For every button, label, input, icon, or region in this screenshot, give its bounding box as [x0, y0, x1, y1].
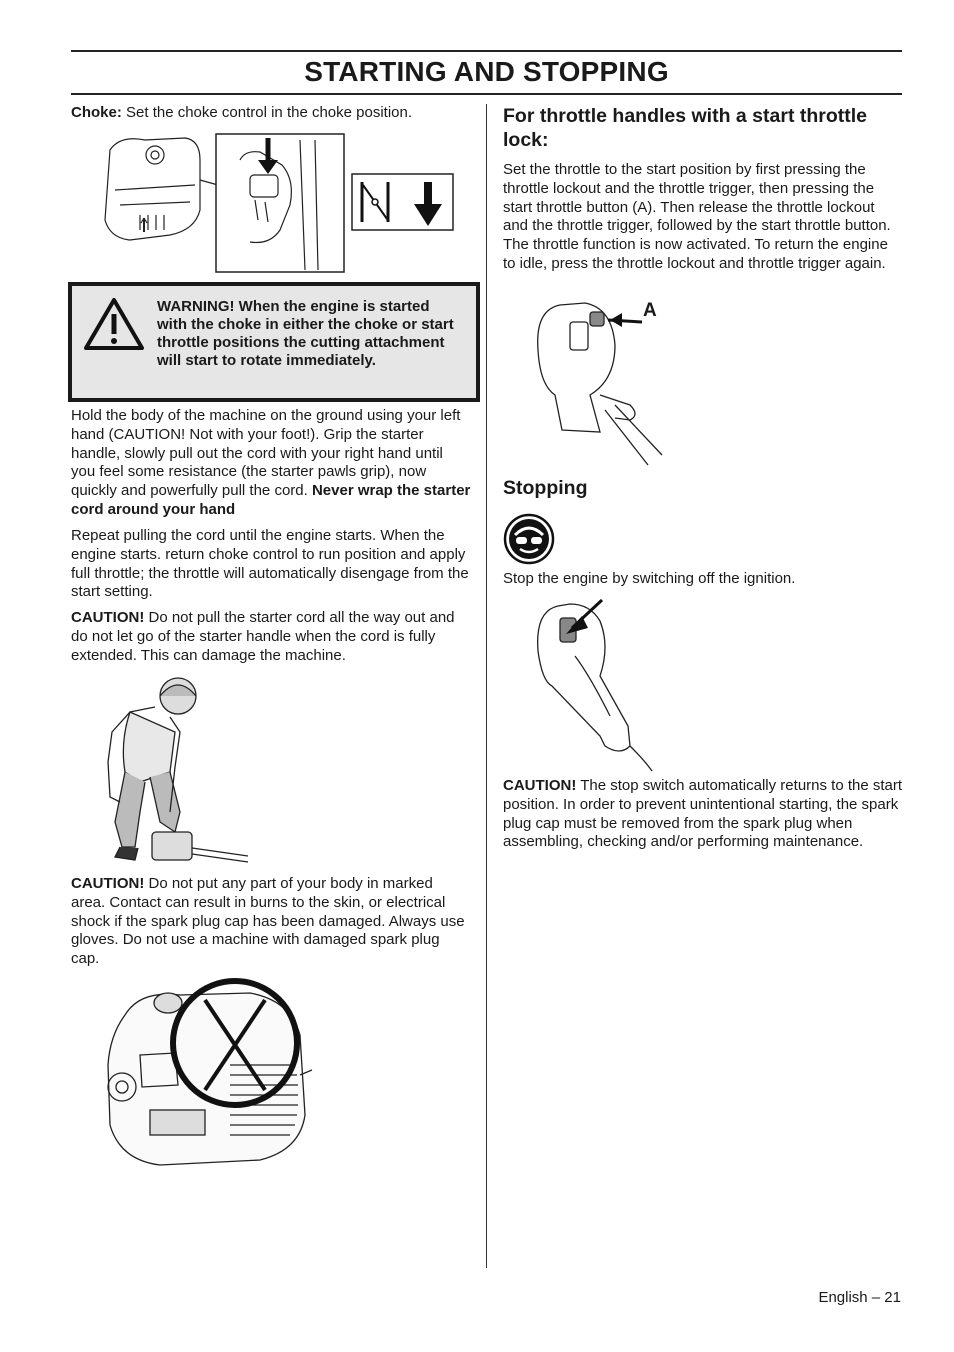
stopping-heading: Stopping	[503, 477, 588, 499]
page-title: STARTING AND STOPPING	[304, 56, 669, 87]
throttle-handle-illustration	[530, 300, 680, 472]
choke-label: Choke:	[71, 104, 122, 121]
caution-marked-area	[71, 875, 471, 969]
starting-instructions	[71, 407, 471, 520]
top-rule	[71, 50, 902, 52]
never-wrap-warning: Never wrap the starter cord around your hand	[71, 482, 471, 518]
engine-hot-area-illustration	[100, 975, 320, 1175]
caution-label-2: CAUTION!	[71, 875, 145, 892]
operator-starting-illustration	[100, 672, 250, 868]
stop-engine-paragraph	[503, 570, 903, 589]
caution-text: Do not pull the starter cord all the way out and do not let go of the starter handle when the cord is fully extended. This can damage the machine.	[71, 609, 455, 664]
pull-cord-text: Hold the body of the machine on the ground using your left hand (CAUTION! Not with your foot!). Grip the starter handle, slowly pull out the cord with your right hand until you feel some resistance (the starter pawls grip), now quickly and powerfully pull the cord.	[71, 407, 461, 500]
protective-equipment-icon	[503, 513, 555, 565]
column-divider	[486, 104, 487, 1268]
repeat-paragraph	[71, 527, 471, 602]
start-throttle-section	[503, 104, 903, 152]
choke-text: Set the choke control in the choke position.	[121, 104, 413, 121]
caution-starter-cord	[71, 609, 471, 665]
label-a: A	[643, 300, 657, 321]
choke-illustration	[100, 130, 460, 276]
caution-label: CAUTION!	[71, 609, 145, 626]
caution-label-3: CAUTION!	[503, 777, 577, 794]
stopping-section	[503, 476, 903, 500]
warning-text: WARNING! When the engine is started with the choke in either the choke or start throttle positions the cutting attachment will start to rotate immediately.	[157, 298, 454, 369]
caution-text-3: The stop switch automatically returns to the start position. In order to prevent unintentional starting, the spark plug cap must be removed from the spark plug when assembling, checking and/or performing maintenance.	[503, 777, 903, 851]
page-footer: English – 21	[818, 1289, 901, 1306]
title-underline	[71, 93, 902, 95]
warning-triangle-icon	[82, 296, 146, 352]
repeat-text: Repeat pulling the cord until the engine starts. When the engine starts. return choke control to run position and apply full throttle; the throttle will automatically disengage from the start setting.	[71, 527, 469, 601]
start-throttle-text: Set the throttle to the start position by first pressing the throttle lockout and the throttle trigger, then pressing the start throttle button (A). Then release the throttle lockout and the throttle trigger, followed by the start throttle button. The throttle function is now activated. To return the engine to idle, press the throttle lockout and throttle trigger again.	[503, 161, 891, 272]
stop-engine-text: Stop the engine by switching off the ignition.	[503, 570, 796, 587]
choke-paragraph	[71, 104, 471, 123]
start-throttle-instructions	[503, 161, 903, 274]
stop-switch-illustration	[530, 596, 670, 774]
warning-box	[68, 282, 480, 402]
caution-text-2: Do not put any part of your body in marked area. Contact can result in burns to the skin, or electrical shock if the spark plug cap has been damaged. Always use gloves. Do not use a machine with damaged spark plug cap.	[71, 875, 465, 968]
caution-stop-switch	[503, 777, 903, 852]
start-throttle-heading: For throttle handles with a start throttle lock:	[503, 105, 868, 151]
